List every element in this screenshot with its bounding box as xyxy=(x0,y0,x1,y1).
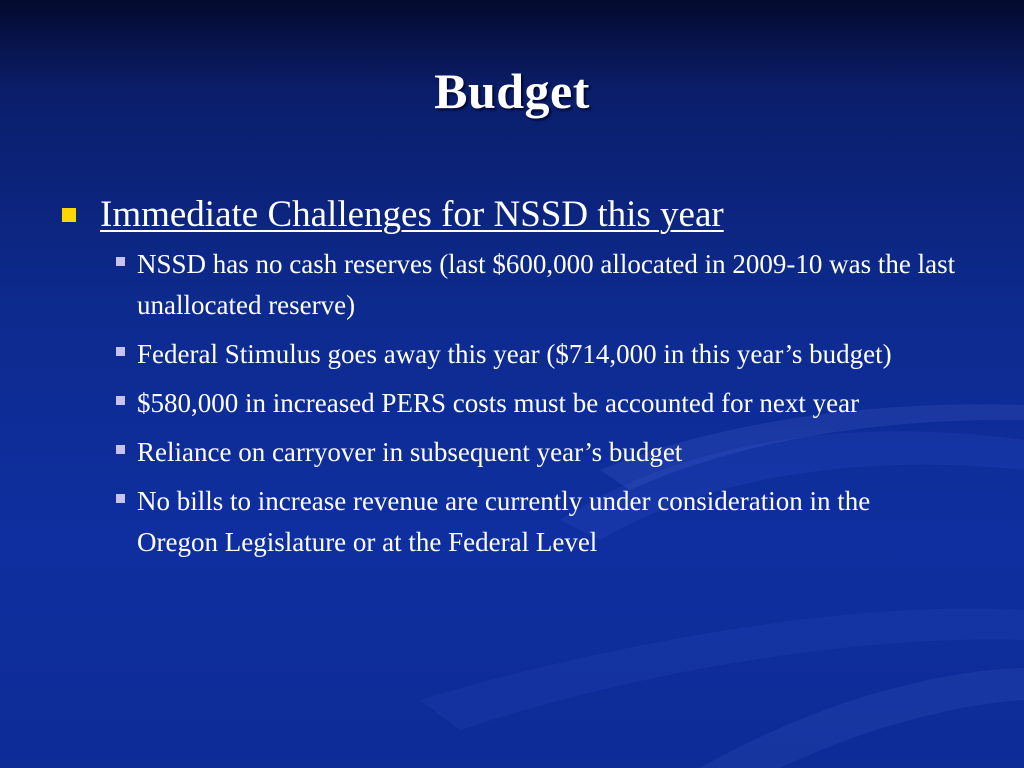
square-bullet-icon xyxy=(116,396,125,405)
slide-content xyxy=(62,192,972,571)
list-item xyxy=(116,244,972,326)
square-bullet-icon xyxy=(116,257,125,266)
square-bullet-icon xyxy=(116,347,125,356)
square-bullet-icon xyxy=(62,208,76,222)
list-item xyxy=(116,481,972,563)
square-bullet-icon xyxy=(116,445,125,454)
list-item-text: Federal Stimulus goes away this year ($714,000 in this year’s budget) xyxy=(137,339,892,369)
square-bullet-icon xyxy=(116,494,125,503)
list-item xyxy=(116,383,972,424)
list-item xyxy=(116,432,972,473)
list-item-text: No bills to increase revenue are currently under consideration in the Oregon Legislature or at the Federal Level xyxy=(137,486,871,557)
section-heading: Immediate Challenges for NSSD this year xyxy=(100,194,724,235)
list-item-text: Reliance on carryover in subsequent year’s budget xyxy=(137,437,683,467)
list-item-text: $580,000 in increased PERS costs must be accounted for next year xyxy=(137,388,860,418)
list-item xyxy=(116,334,972,375)
list-item-text: NSSD has no cash reserves (last $600,000 allocated in 2009-10 was the last unallocated reserve) xyxy=(137,249,956,320)
slide-title: Budget xyxy=(434,63,590,119)
heading-item xyxy=(62,192,972,238)
bullet-list xyxy=(62,244,972,563)
